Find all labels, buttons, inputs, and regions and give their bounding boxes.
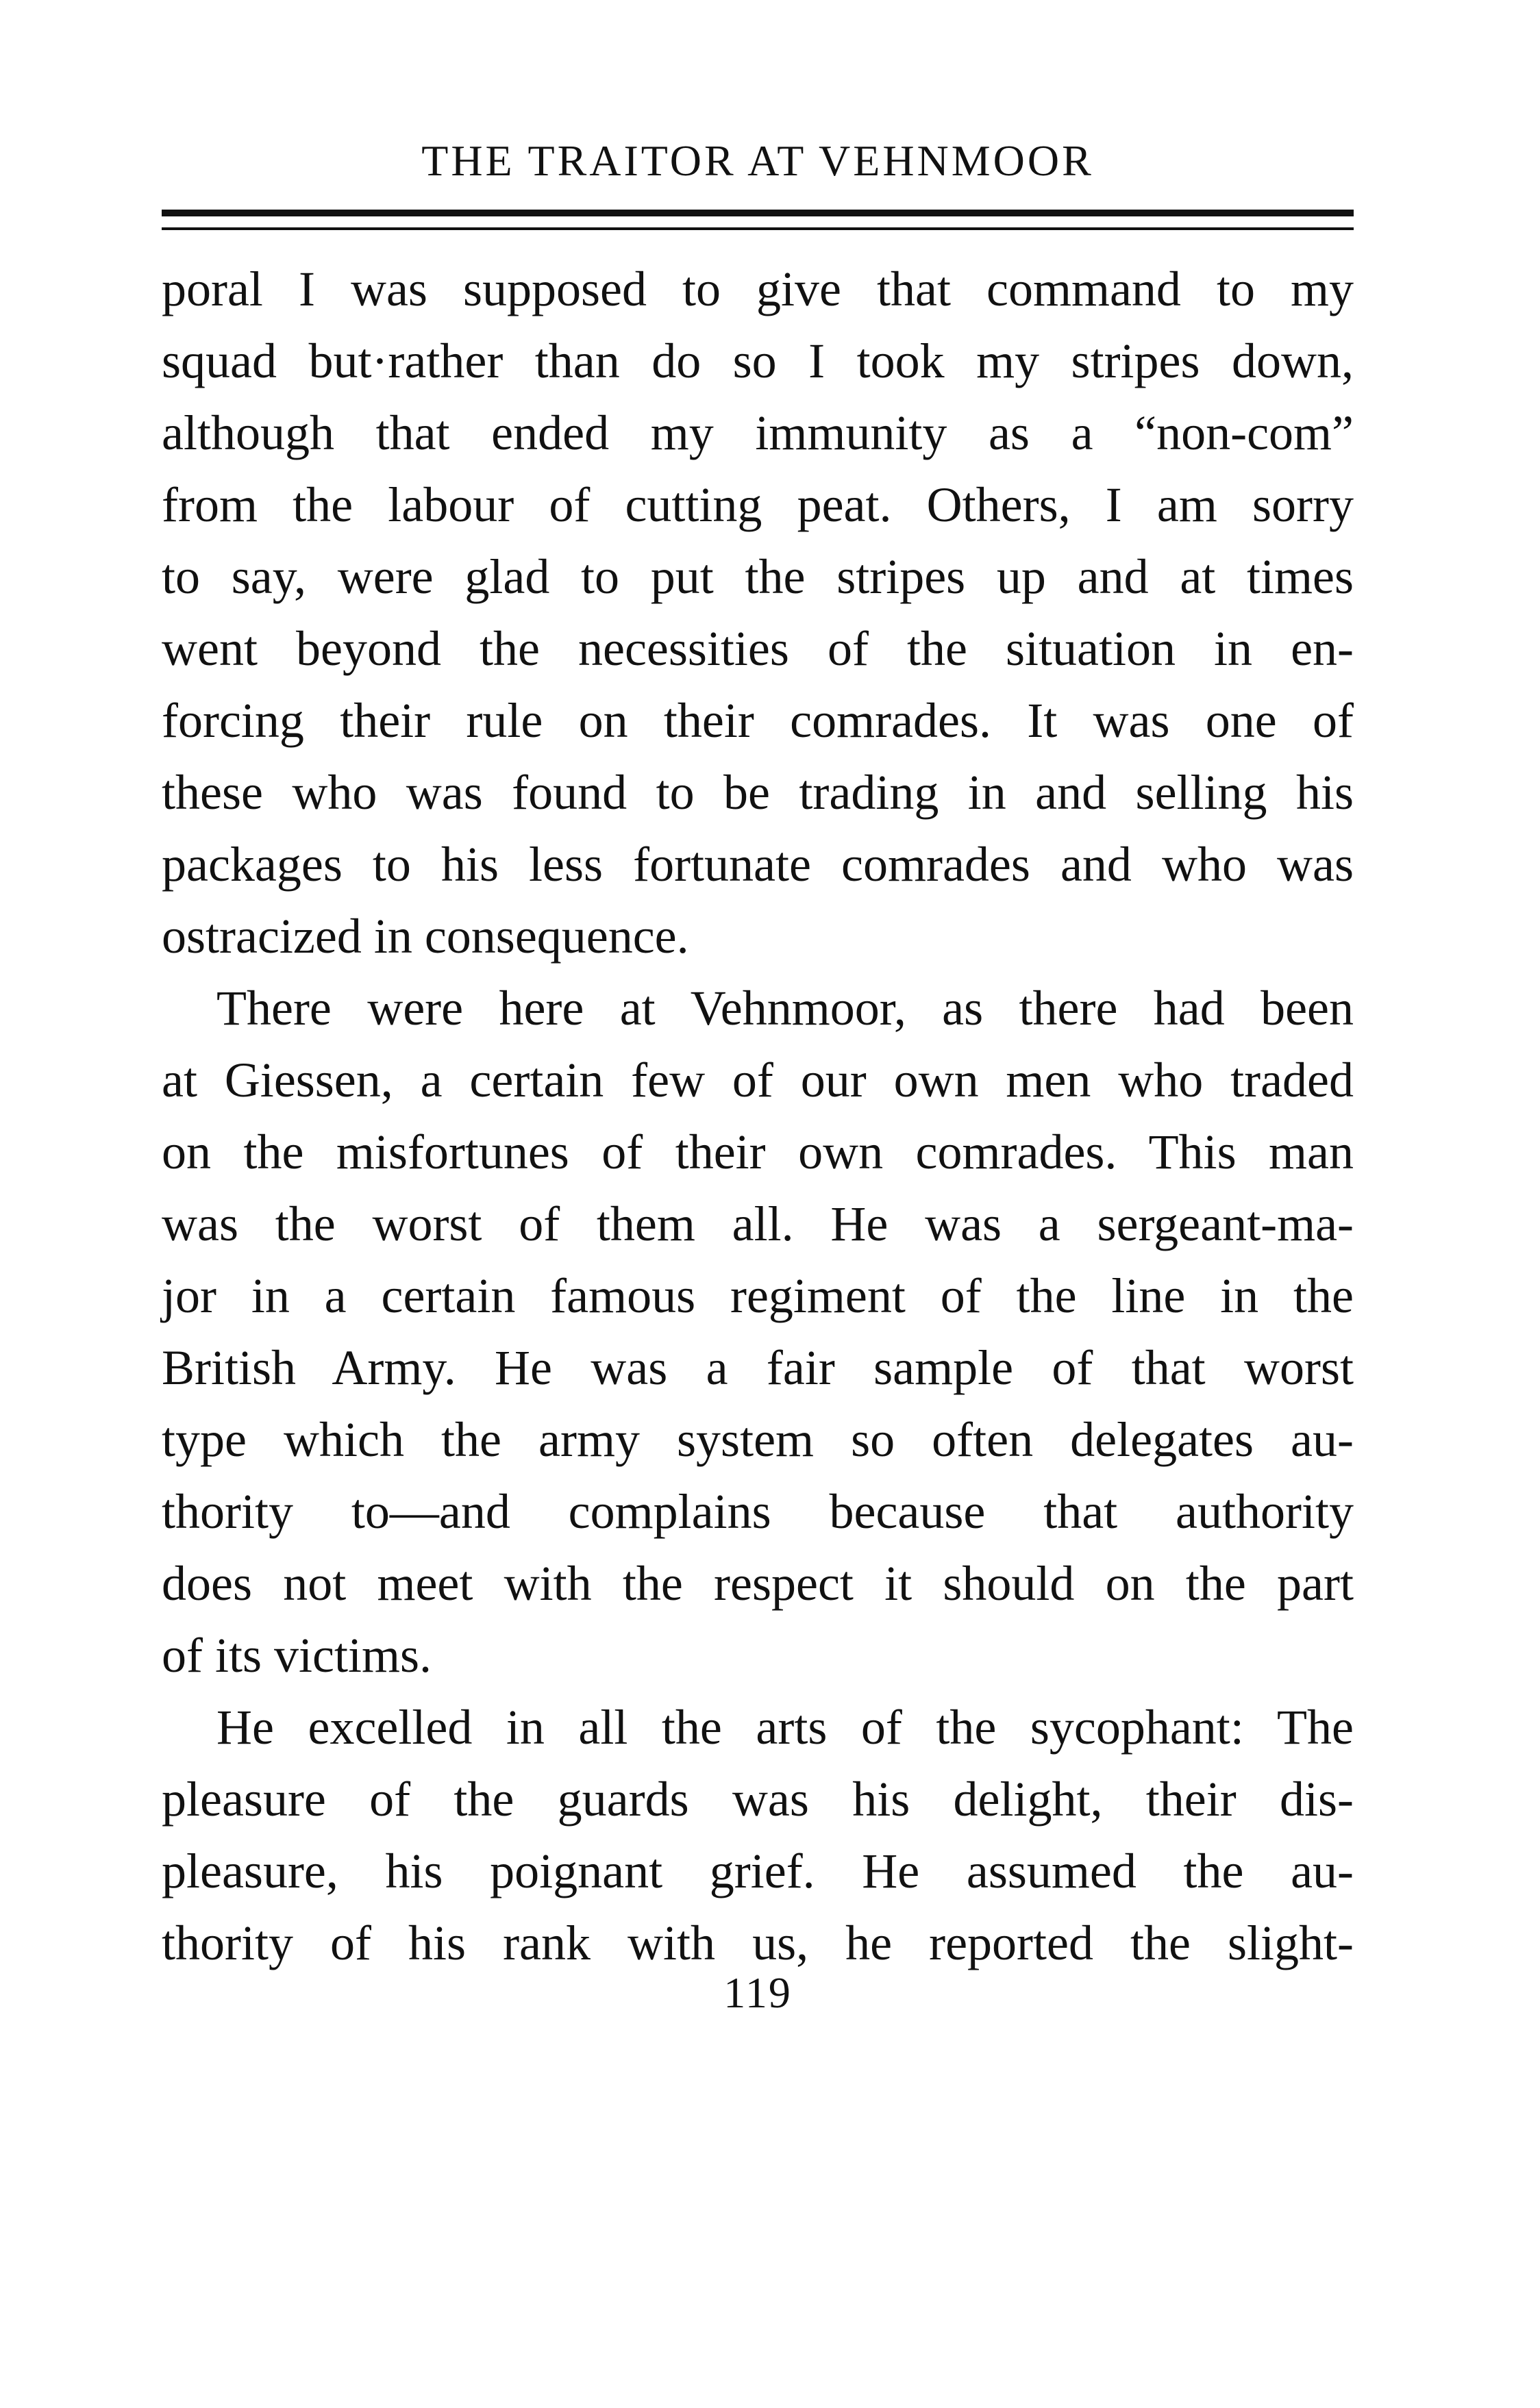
text-line: was the worst of them all. He was a sergeant-ma- (162, 1196, 1354, 1251)
text-line: jor in a certain famous regiment of the line in the (162, 1268, 1354, 1323)
text-line: British Army. He was a fair sample of that worst (162, 1340, 1354, 1395)
text-line: poral I was supposed to give that command to my (162, 262, 1354, 316)
text-line: type which the army system so often delegates au- (162, 1412, 1354, 1467)
text-line: There were here at Vehnmoor, as there had been (216, 981, 1354, 1036)
text-line: pleasure of the guards was his delight, their dis- (162, 1772, 1354, 1827)
text-line: ostracized in consequence. (162, 909, 689, 964)
body-text (162, 253, 1354, 1979)
text-line: from the labour of cutting peat. Others, I am sorry (162, 477, 1354, 532)
header-rule-thick (162, 210, 1354, 216)
text-line: does not meet with the respect it should on the part (162, 1556, 1354, 1611)
text-line: went beyond the necessities of the situation in en- (162, 621, 1354, 676)
text-line: packages to his less fortunate comrades and who was (162, 837, 1354, 892)
text-line: these who was found to be trading in and selling his (162, 765, 1354, 820)
text-line: at Giessen, a certain few of our own men who traded (162, 1053, 1354, 1107)
running-head: THE TRAITOR AT VEHNMOOR (421, 136, 1094, 185)
text-line: although that ended my immunity as a “non-com” (162, 405, 1354, 460)
page-number: 119 (723, 1968, 792, 2017)
text-line: forcing their rule on their comrades. It was one of (162, 693, 1354, 748)
text-line: squad but·rather than do so I took my stripes down, (162, 334, 1354, 388)
text-line: to say, were glad to put the stripes up and at times (162, 549, 1354, 604)
text-line: thority to—and complains because that authority (162, 1484, 1354, 1539)
text-line: pleasure, his poignant grief. He assumed the au- (162, 1844, 1354, 1898)
header-rule-thin (162, 227, 1354, 230)
text-line: on the misfortunes of their own comrades. This man (162, 1125, 1354, 1179)
text-line: of its victims. (162, 1628, 432, 1683)
text-line: He excelled in all the arts of the sycophant: The (216, 1700, 1354, 1755)
text-line: thority of his rank with us, he reported the slight- (162, 1916, 1354, 1970)
